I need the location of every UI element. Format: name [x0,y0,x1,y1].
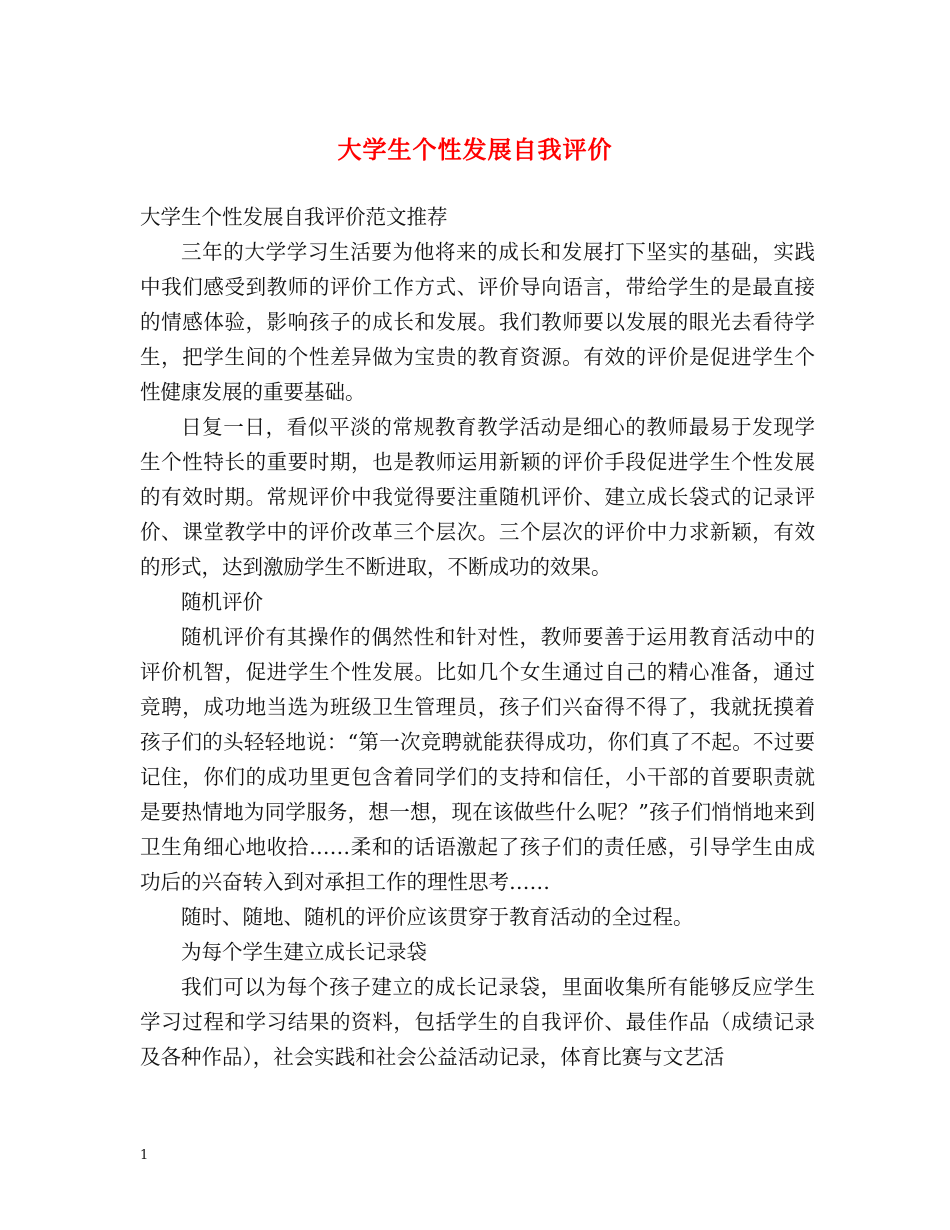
page-number: 1 [140,1148,149,1163]
document-subtitle: 大学生个性发展自我评价范文推荐 [140,205,448,229]
paragraph: 日复一日，看似平淡的常规教育教学活动是细心的教师最易于发现学生个性特长的重要时期，也是教师运用新颖的评价手段促进学生个性发展的有效时期。常规评价中我觉得要注重随机评价、建立成长袋式的记录评价、课堂教学中的评价改革三个层次。三个层次的评价中力求新颖，有效的形式，达到激励学生不断进取，不断成功的效果。 [140,415,815,579]
document-title: 大学生个性发展自我评价 [337,135,613,164]
paragraph: 随时、随地、随机的评价应该贯穿于教育活动的全过程。 [181,905,694,929]
document-body [140,200,815,1075]
section-heading: 随机评价 [181,590,263,614]
section-heading: 为每个学生建立成长记录袋 [181,940,427,964]
paragraph: 三年的大学学习生活要为他将来的成长和发展打下坚实的基础，实践中我们感受到教师的评价工作方式、评价导向语言，带给学生的是最直接的情感体验，影响孩子的成长和发展。我们教师要以发展的眼光去看待学生，把学生间的个性差异做为宝贵的教育资源。有效的评价是促进学生个性健康发展的重要基础。 [140,240,815,404]
paragraph: 我们可以为每个孩子建立的成长记录袋，里面收集所有能够反应学生学习过程和学习结果的资料，包括学生的自我评价、最佳作品（成绩记录及各种作品），社会实践和社会公益活动记录，体育比赛与文艺活 [140,975,815,1069]
paragraph: 随机评价有其操作的偶然性和针对性，教师要善于运用教育活动中的评价机智，促进学生个性发展。比如几个女生通过自己的精心准备，通过竞聘，成功地当选为班级卫生管理员，孩子们兴奋得不得了，我就抚摸着孩子们的头轻轻地说：“第一次竞聘就能获得成功，你们真了不起。不过要记住，你们的成功里更包含着同学们的支持和信任，小干部的首要职责就是要热情地为同学服务，想一想，现在该做些什么呢？”孩子们悄悄地来到卫生角细心地收拾……柔和的话语激起了孩子们的责任感，引导学生由成功后的兴奋转入到对承担工作的理性思考…… [140,625,815,894]
